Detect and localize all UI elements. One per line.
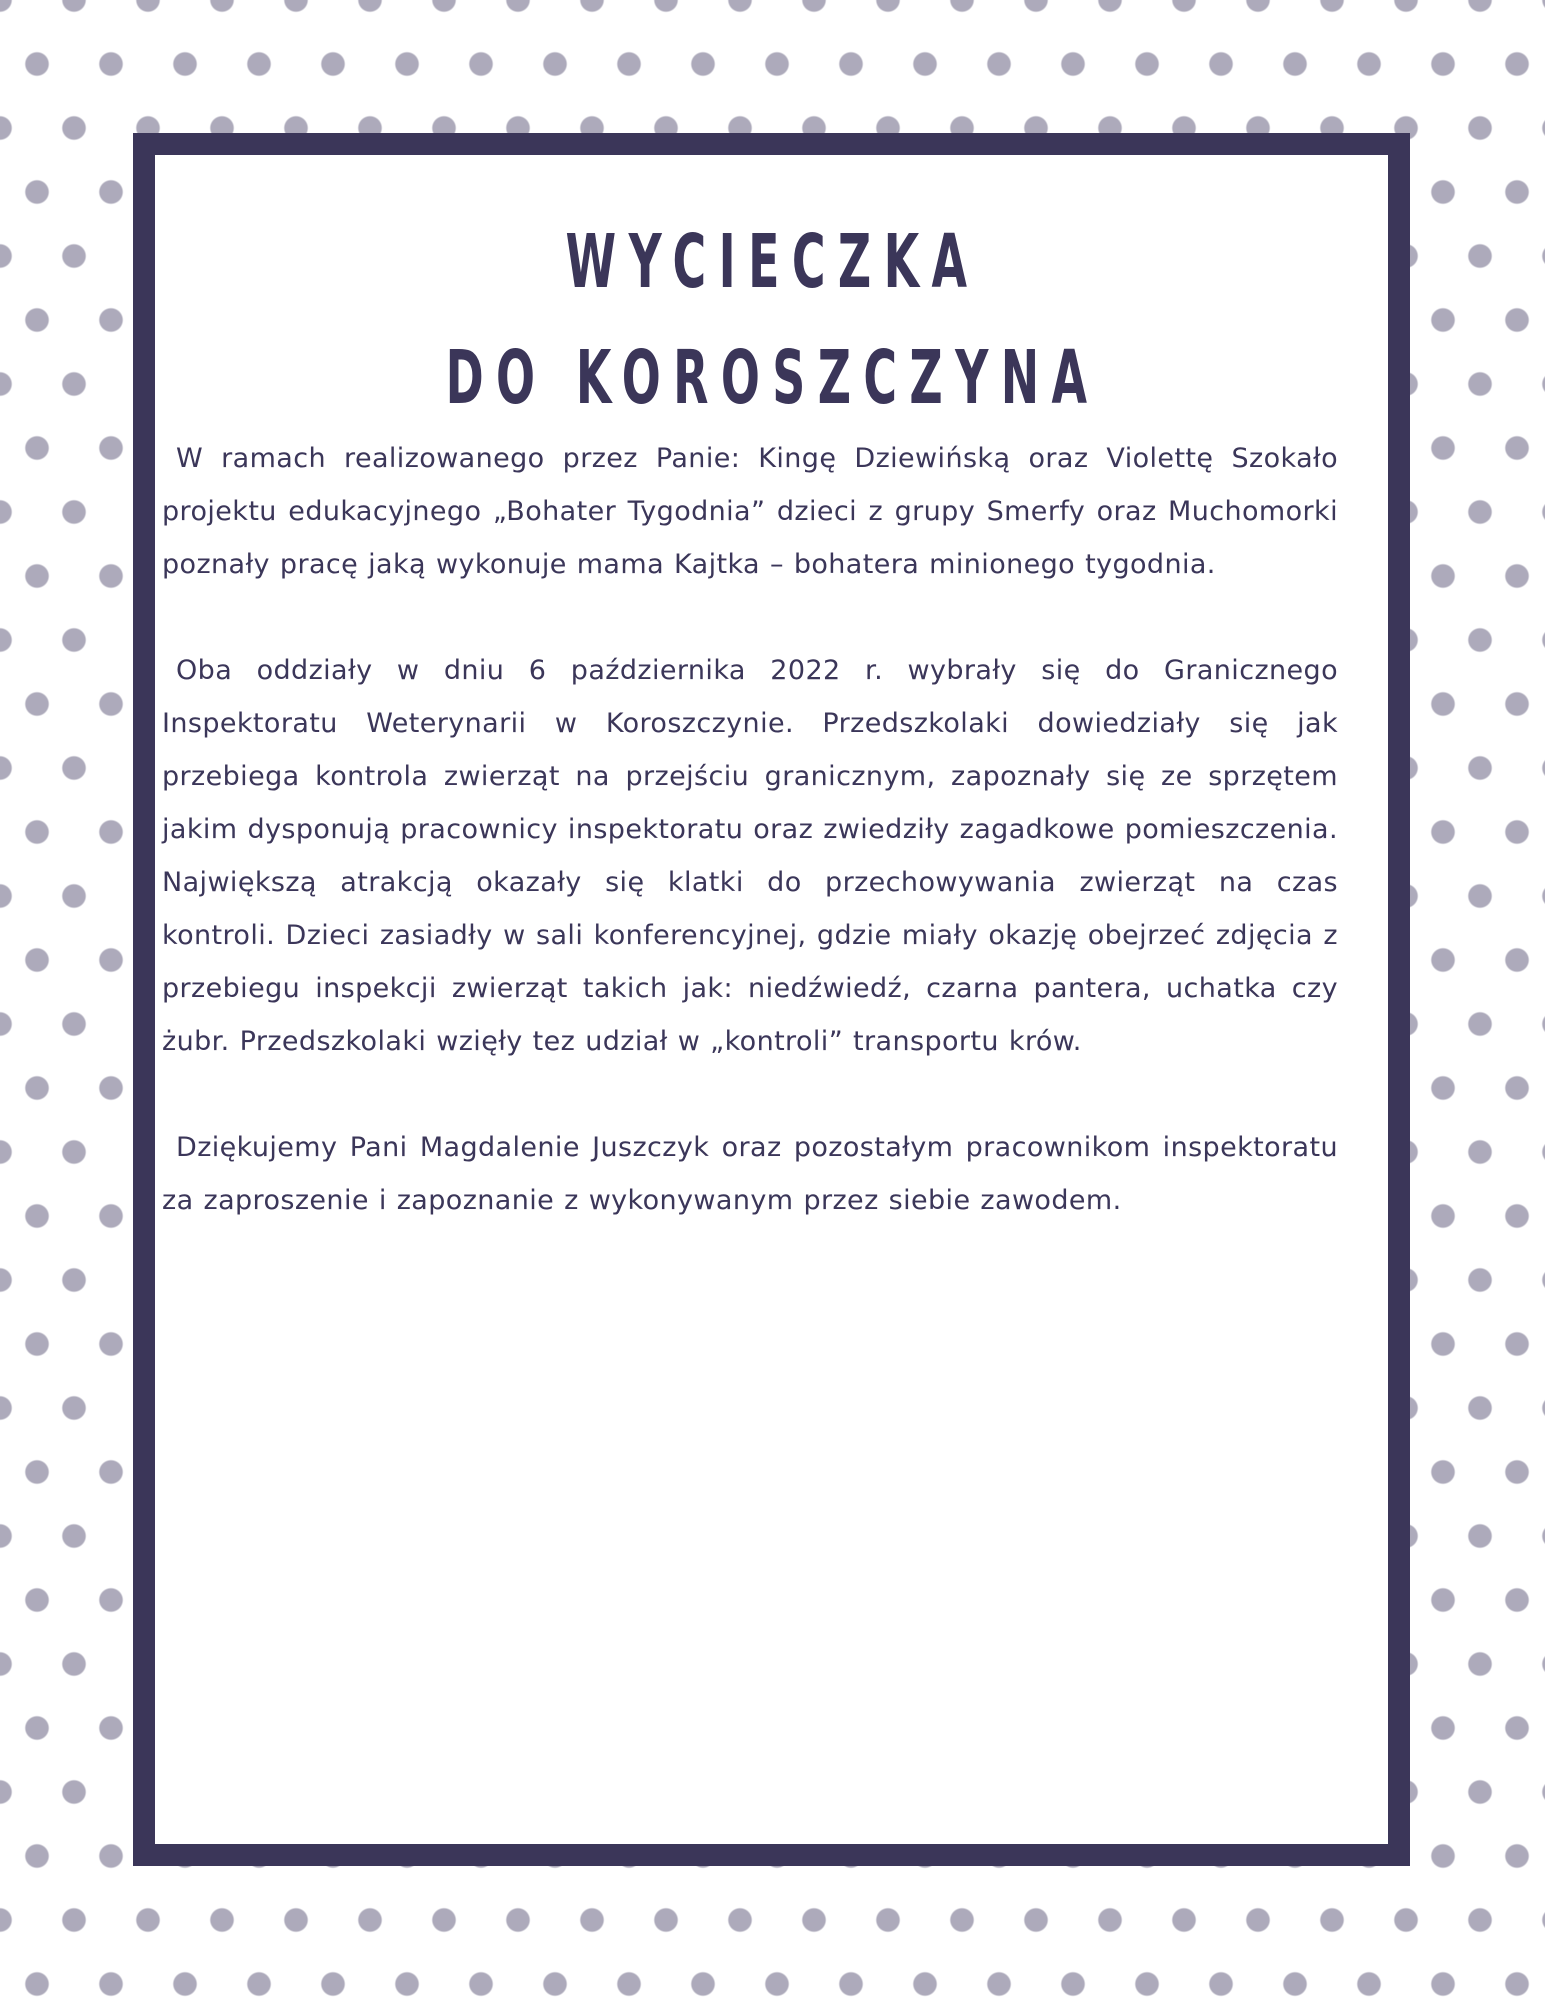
paragraph-intro: W ramach realizowanego przez Panie: Kingę Dziewińską oraz Violettę Szokało projektu edukacyjnego „Bohater Tygodnia” dzieci z grupy Smerfy oraz Muchomorki poznały pracę jaką wykonuje mama Kajtka – bohatera minionego tygodnia. <box>162 443 1338 580</box>
title-line-2: DO KOROSZCZYNA <box>445 335 1100 421</box>
page-title <box>294 204 1252 436</box>
paragraph-thanks: Dziękujemy Pani Magdalenie Juszczyk oraz pozostałym pracownikom inspektoratu za zaproszenie i zapoznanie z wykonywanym przez siebie zawodem. <box>162 1132 1338 1216</box>
article-body <box>162 432 1338 1280</box>
title-line-1: WYCIECZKA <box>565 219 980 305</box>
paragraph-trip: Oba oddziały w dniu 6 października 2022 r. wybrały się do Granicznego Inspektoratu Weterynarii w Koroszczynie. Przedszkolaki dowiedziały się jak przebiega kontrola zwierząt na przejściu granicznym, zapoznały się ze sprzętem jakim dysponują pracownicy inspektoratu oraz zwiedziły zagadkowe pomieszczenia. Największą atrakcją okazały się klatki do przechowywania zwierząt na czas kontroli. Dzieci zasiadły w sali konferencyjnej, gdzie miały okazję obejrzeć zdjęcia z przebiegu inspekcji zwierząt takich jak: niedźwiedź, czarna pantera, uchatka czy żubr. Przedszkolaki wzięły tez udział w „kontroli” transportu krów. <box>162 655 1338 1057</box>
